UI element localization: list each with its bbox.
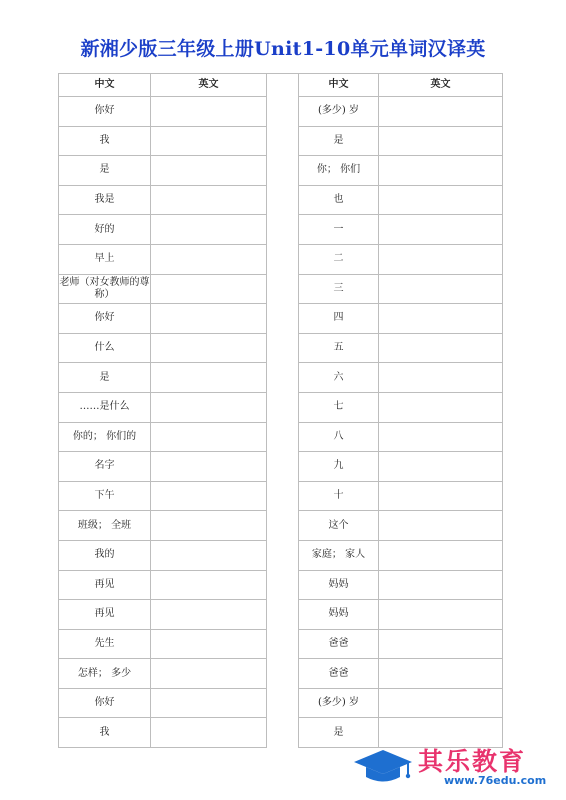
english-answer-cell-left[interactable] [151,185,267,215]
chinese-word-left: 你好 [59,97,151,127]
chinese-word-left: 你的； 你们的 [59,422,151,452]
english-answer-cell-left[interactable] [151,215,267,245]
column-gap [267,540,299,570]
column-gap [267,511,299,541]
english-answer-cell-left[interactable] [151,629,267,659]
english-answer-cell-right[interactable] [379,422,503,452]
column-gap [267,274,299,304]
table-row [59,688,503,718]
table-row [59,570,503,600]
chinese-word-left: 怎样； 多少 [59,659,151,689]
english-answer-cell-left[interactable] [151,659,267,689]
english-answer-cell-left[interactable] [151,452,267,482]
column-gap [267,304,299,334]
table-row [59,422,503,452]
table-row [59,511,503,541]
column-gap [267,570,299,600]
column-gap [267,629,299,659]
english-answer-cell-right[interactable] [379,215,503,245]
english-answer-cell-left[interactable] [151,304,267,334]
chinese-word-right: 七 [299,392,379,422]
chinese-word-right: 妈妈 [299,570,379,600]
english-answer-cell-left[interactable] [151,540,267,570]
chinese-word-left: 下午 [59,481,151,511]
table-row [59,363,503,393]
table-row [59,452,503,482]
header-english-left: 英文 [151,74,267,97]
english-answer-cell-right[interactable] [379,363,503,393]
english-answer-cell-left[interactable] [151,126,267,156]
header-english-right: 英文 [379,74,503,97]
chinese-word-right: 妈妈 [299,600,379,630]
column-gap [267,215,299,245]
column-gap [267,126,299,156]
english-answer-cell-left[interactable] [151,363,267,393]
chinese-word-right: 家庭； 家人 [299,540,379,570]
chinese-word-left: 早上 [59,244,151,274]
column-gap [267,185,299,215]
table-row [59,600,503,630]
chinese-word-left: 我的 [59,540,151,570]
chinese-word-right: 爸爸 [299,659,379,689]
english-answer-cell-left[interactable] [151,97,267,127]
chinese-word-left: 我 [59,718,151,748]
column-gap [267,363,299,393]
header-chinese-right: 中文 [299,74,379,97]
chinese-word-left: 名字 [59,452,151,482]
chinese-word-right: 九 [299,452,379,482]
chinese-word-left: 班级； 全班 [59,511,151,541]
chinese-word-right: 八 [299,422,379,452]
english-answer-cell-right[interactable] [379,481,503,511]
table-row [59,629,503,659]
chinese-word-right: (多少) 岁 [299,97,379,127]
english-answer-cell-right[interactable] [379,156,503,186]
table-row [59,333,503,363]
logo-name: 其乐教育 [418,747,527,776]
logo-url: www.76edu.com [444,774,547,787]
chinese-word-left: ……是什么 [59,392,151,422]
chinese-word-left: 再见 [59,600,151,630]
table-row [59,156,503,186]
table-row [59,126,503,156]
english-answer-cell-left[interactable] [151,244,267,274]
english-answer-cell-left[interactable] [151,511,267,541]
table-row [59,185,503,215]
chinese-word-left: 再见 [59,570,151,600]
chinese-word-left: 老师（对女教师的尊称） [59,274,151,304]
chinese-word-right: 五 [299,333,379,363]
graduation-cap-icon [352,748,414,786]
column-gap [267,156,299,186]
column-gap [267,333,299,363]
english-answer-cell-left[interactable] [151,600,267,630]
chinese-word-left: 你好 [59,688,151,718]
english-answer-cell-right[interactable] [379,126,503,156]
column-gap [267,600,299,630]
header-chinese-left: 中文 [59,74,151,97]
english-answer-cell-right[interactable] [379,392,503,422]
chinese-word-left: 好的 [59,215,151,245]
chinese-word-left: 我 [59,126,151,156]
header-row [59,74,503,97]
chinese-word-right: 是 [299,718,379,748]
english-answer-cell-right[interactable] [379,452,503,482]
chinese-word-right: (多少) 岁 [299,688,379,718]
chinese-word-right: 是 [299,126,379,156]
english-answer-cell-left[interactable] [151,333,267,363]
english-answer-cell-left[interactable] [151,392,267,422]
table-row [59,244,503,274]
vocab-table [58,73,503,748]
english-answer-cell-left[interactable] [151,481,267,511]
chinese-word-left: 是 [59,363,151,393]
chinese-word-left: 什么 [59,333,151,363]
column-gap [267,481,299,511]
table-row [59,659,503,689]
chinese-word-right: 也 [299,185,379,215]
english-answer-cell-left[interactable] [151,688,267,718]
column-gap [267,452,299,482]
english-answer-cell-right[interactable] [379,304,503,334]
chinese-word-right: 六 [299,363,379,393]
english-answer-cell-right[interactable] [379,97,503,127]
english-answer-cell-right[interactable] [379,274,503,304]
english-answer-cell-left[interactable] [151,718,267,748]
chinese-word-right: 二 [299,244,379,274]
english-answer-cell-left[interactable] [151,570,267,600]
page-title: 新湘少版三年级上册Unit1-10单元单词汉译英 [80,38,486,60]
chinese-word-right: 爸爸 [299,629,379,659]
chinese-word-right: 一 [299,215,379,245]
table-row [59,481,503,511]
column-gap [267,659,299,689]
table-row [59,540,503,570]
english-answer-cell-right[interactable] [379,244,503,274]
column-gap [267,244,299,274]
english-answer-cell-right[interactable] [379,570,503,600]
english-answer-cell-left[interactable] [151,274,267,304]
table-row [59,97,503,127]
chinese-word-right: 十 [299,481,379,511]
chinese-word-right: 你； 你们 [299,156,379,186]
chinese-word-left: 你好 [59,304,151,334]
table-row [59,274,503,304]
english-answer-cell-left[interactable] [151,422,267,452]
column-gap [267,688,299,718]
chinese-word-left: 我是 [59,185,151,215]
english-answer-cell-left[interactable] [151,156,267,186]
table-row [59,215,503,245]
column-gap [267,718,299,748]
logo [352,742,552,792]
vocab-body [59,97,503,748]
english-answer-cell-right[interactable] [379,540,503,570]
column-gap [267,74,299,97]
chinese-word-right: 三 [299,274,379,304]
chinese-word-right: 四 [299,304,379,334]
english-answer-cell-right[interactable] [379,511,503,541]
column-gap [267,97,299,127]
english-answer-cell-right[interactable] [379,688,503,718]
chinese-word-left: 是 [59,156,151,186]
english-answer-cell-right[interactable] [379,600,503,630]
english-answer-cell-right[interactable] [379,333,503,363]
english-answer-cell-right[interactable] [379,185,503,215]
column-gap [267,422,299,452]
chinese-word-left: 先生 [59,629,151,659]
chinese-word-right: 这个 [299,511,379,541]
column-gap [267,392,299,422]
table-row [59,392,503,422]
english-answer-cell-right[interactable] [379,659,503,689]
english-answer-cell-right[interactable] [379,629,503,659]
table-row [59,304,503,334]
